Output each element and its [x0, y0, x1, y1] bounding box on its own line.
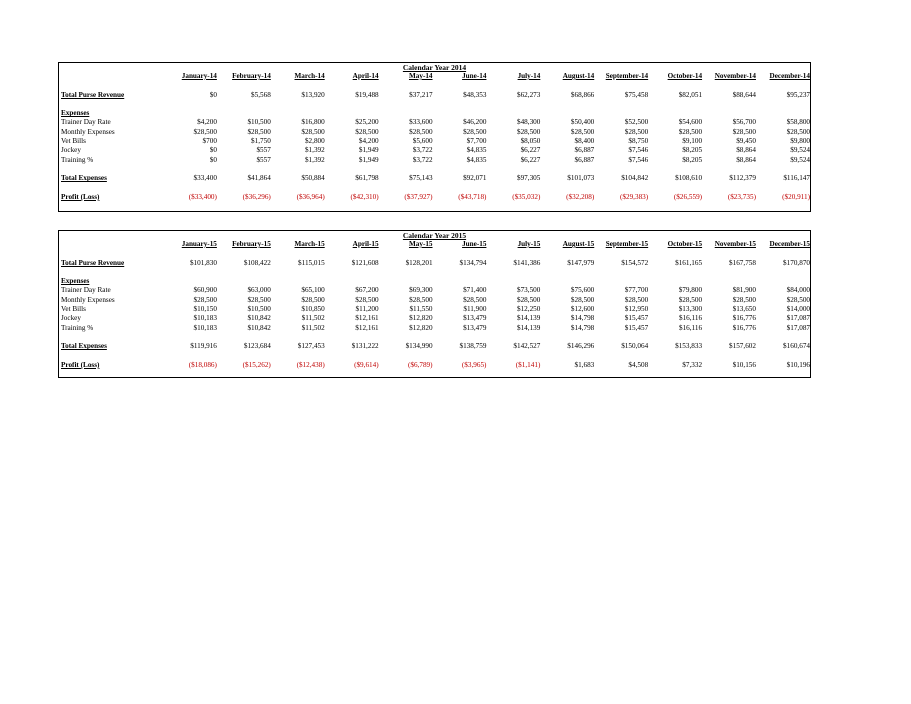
- cell-value: $108,610: [675, 174, 703, 183]
- row-vet-bills: [60, 137, 811, 146]
- cell-value: $28,500: [409, 295, 433, 304]
- cell-value: $75,458: [624, 90, 649, 99]
- cell-value: $6,227: [520, 146, 541, 155]
- cell-value: $28,500: [247, 127, 271, 136]
- cell-value: $8,750: [628, 137, 649, 146]
- row-label: Total Expenses: [61, 342, 107, 351]
- row-training-pct: [60, 324, 811, 333]
- cell-value: $115,015: [298, 258, 325, 267]
- row-label: Total Purse Revenue: [61, 90, 125, 99]
- cell-value: $1,750: [251, 137, 271, 146]
- calendar-year-2015-block: [58, 230, 811, 378]
- cell-value: $138,759: [459, 342, 487, 351]
- cell-value: $161,165: [675, 258, 703, 267]
- cell-value: $28,500: [463, 127, 487, 136]
- cell-value: $84,000: [786, 286, 810, 295]
- cell-value: $69,300: [409, 286, 433, 295]
- empty-cell: [595, 277, 649, 286]
- row-label: Profit (Loss): [61, 360, 100, 369]
- empty-cell: [164, 109, 218, 118]
- empty-cell: [272, 109, 326, 118]
- empty-cell: [434, 109, 488, 118]
- row-expenses-heading: [60, 109, 811, 118]
- cell-value: $77,700: [624, 286, 649, 295]
- cell-value: $7,546: [628, 155, 649, 164]
- cell-value: $16,116: [678, 314, 703, 323]
- row-label: Jockey: [61, 314, 81, 323]
- cell-value: $28,500: [193, 295, 217, 304]
- cell-value: $167,758: [729, 258, 756, 267]
- cell-value: $128,201: [405, 258, 433, 267]
- cell-value: $60,900: [193, 286, 217, 295]
- cell-value: ($42,310): [350, 192, 379, 201]
- cell-value: $1,392: [304, 155, 325, 164]
- row-total-purse-revenue: [60, 91, 811, 100]
- header-spacer: [60, 72, 164, 81]
- row-monthly-expenses: [60, 128, 811, 137]
- cell-value: $123,684: [243, 342, 271, 351]
- cell-value: ($1,141): [515, 360, 541, 369]
- empty-cell: [326, 109, 380, 118]
- cell-value: $48,300: [516, 118, 541, 127]
- cell-value: $28,500: [678, 295, 703, 304]
- cell-value: $101,830: [189, 258, 217, 267]
- cell-value: $15,457: [624, 314, 649, 323]
- cell-value: $10,183: [193, 314, 217, 323]
- cell-value: $28,500: [624, 295, 649, 304]
- spacer-row: [60, 268, 811, 277]
- month-header: March-15: [294, 240, 325, 248]
- row-label: Expenses: [61, 277, 90, 286]
- cell-value: $134,990: [405, 342, 433, 351]
- cell-value: $12,950: [624, 305, 649, 314]
- cell-value: $28,500: [786, 127, 810, 136]
- month-header-row: [60, 240, 811, 249]
- cell-value: ($35,032): [512, 192, 541, 201]
- cell-value: $7,546: [628, 146, 649, 155]
- cell-value: $28,500: [570, 127, 595, 136]
- cell-value: $13,479: [463, 314, 487, 323]
- cell-value: $11,900: [463, 305, 487, 314]
- cell-value: $8,400: [574, 137, 595, 146]
- cell-value: $28,500: [516, 127, 541, 136]
- cell-value: $131,222: [351, 342, 379, 351]
- cell-value: $28,500: [516, 295, 541, 304]
- cell-value: $28,500: [678, 127, 703, 136]
- cell-value: $28,500: [355, 295, 379, 304]
- month-header: December-14: [769, 72, 810, 80]
- cell-value: $10,500: [247, 305, 271, 314]
- calendar-year-2014-block: [58, 62, 811, 212]
- month-header: January-14: [181, 72, 217, 80]
- cell-value: $33,400: [193, 174, 217, 183]
- row-label: Vet Bills: [61, 137, 86, 146]
- cell-value: $146,296: [567, 342, 595, 351]
- cell-value: $17,087: [786, 323, 810, 332]
- spacer-row: [60, 249, 811, 258]
- cell-value: $8,864: [736, 155, 756, 164]
- cell-value: $67,200: [355, 286, 379, 295]
- cell-value: ($29,383): [620, 192, 649, 201]
- empty-cell: [595, 109, 649, 118]
- month-header: June-15: [462, 240, 487, 248]
- empty-cell: [380, 109, 434, 118]
- cell-value: $557: [256, 155, 271, 164]
- cell-value: $3,722: [412, 155, 433, 164]
- cell-value: ($36,964): [296, 192, 325, 201]
- cell-value: $157,602: [729, 342, 756, 351]
- empty-cell: [649, 109, 703, 118]
- month-header: September-15: [605, 240, 649, 248]
- empty-cell: [757, 277, 811, 286]
- cell-value: $121,608: [351, 258, 379, 267]
- cell-value: $9,800: [790, 137, 810, 146]
- cell-value: $11,502: [301, 314, 325, 323]
- cell-value: ($3,965): [461, 360, 487, 369]
- cell-value: $28,500: [301, 127, 325, 136]
- cell-value: $9,100: [682, 137, 703, 146]
- cell-value: $116,147: [783, 174, 810, 183]
- cell-value: $4,200: [197, 118, 217, 127]
- cell-value: $41,864: [247, 174, 271, 183]
- cell-value: $75,600: [570, 286, 595, 295]
- calendar-year-title: Calendar Year 2014: [402, 63, 467, 72]
- row-label: Training %: [61, 323, 94, 332]
- empty-cell: [218, 109, 272, 118]
- cell-value: $71,400: [463, 286, 487, 295]
- cell-value: $37,217: [409, 90, 433, 99]
- month-header: July-15: [517, 240, 541, 248]
- row-profit-loss: [60, 361, 811, 370]
- row-label: Trainer Day Rate: [61, 118, 111, 127]
- cell-value: ($23,735): [727, 192, 756, 201]
- row-jockey: [60, 314, 811, 323]
- cell-value: $0: [209, 155, 217, 164]
- cell-value: $10,500: [247, 118, 271, 127]
- cell-value: $15,457: [624, 323, 649, 332]
- cell-value: $1,949: [358, 146, 379, 155]
- cell-value: $5,600: [412, 137, 433, 146]
- cell-value: $4,835: [466, 155, 487, 164]
- cell-value: $68,866: [570, 90, 595, 99]
- row-vet-bills: [60, 305, 811, 314]
- cell-value: $101,073: [567, 174, 595, 183]
- cell-value: $9,524: [790, 146, 810, 155]
- cell-value: $6,887: [574, 146, 595, 155]
- cell-value: $4,200: [358, 137, 379, 146]
- month-header: April-14: [352, 72, 379, 80]
- cell-value: $63,000: [247, 286, 271, 295]
- cell-value: $62,273: [516, 90, 541, 99]
- row-training-pct: [60, 156, 811, 165]
- cell-value: $14,139: [516, 314, 541, 323]
- month-header: July-14: [517, 72, 541, 80]
- cell-value: $10,183: [193, 323, 217, 332]
- cell-value: $0: [209, 90, 217, 99]
- cell-value: $153,833: [675, 342, 703, 351]
- cell-value: $16,776: [732, 314, 756, 323]
- cell-value: $12,820: [409, 323, 433, 332]
- cell-value: $50,884: [301, 174, 325, 183]
- cell-value: $14,798: [570, 323, 595, 332]
- cell-value: $5,568: [251, 90, 271, 99]
- cell-value: $28,500: [570, 295, 595, 304]
- spacer-row: [60, 333, 811, 342]
- cell-value: $28,500: [732, 127, 756, 136]
- cell-value: $14,139: [516, 323, 541, 332]
- cell-value: $8,864: [736, 146, 756, 155]
- cell-value: $95,237: [786, 90, 810, 99]
- row-total-expenses: [60, 174, 811, 183]
- row-label: Total Expenses: [61, 174, 107, 183]
- cell-value: $52,500: [624, 118, 649, 127]
- header-spacer: [60, 240, 164, 249]
- cell-value: $1,683: [574, 360, 595, 369]
- cell-value: $13,479: [463, 323, 487, 332]
- cell-value: $10,842: [247, 323, 271, 332]
- empty-cell: [487, 109, 541, 118]
- cell-value: ($12,438): [296, 360, 325, 369]
- cell-value: $13,920: [301, 90, 325, 99]
- cell-value: $50,400: [570, 118, 595, 127]
- row-label: Vet Bills: [61, 305, 86, 314]
- month-header: August-14: [562, 72, 595, 80]
- empty-cell: [541, 109, 595, 118]
- cell-value: $28,500: [732, 295, 756, 304]
- empty-cell: [164, 277, 218, 286]
- cell-value: $4,835: [466, 146, 487, 155]
- budget-table-2014: [60, 72, 811, 202]
- cell-value: $700: [202, 137, 217, 146]
- empty-cell: [649, 277, 703, 286]
- empty-cell: [218, 277, 272, 286]
- cell-value: $104,842: [621, 174, 649, 183]
- row-total-expenses: [60, 342, 811, 351]
- month-header: February-15: [232, 240, 271, 248]
- cell-value: $11,200: [355, 305, 379, 314]
- month-header: April-15: [352, 240, 379, 248]
- cell-value: $46,200: [463, 118, 487, 127]
- cell-value: $12,820: [409, 314, 433, 323]
- cell-value: $28,500: [409, 127, 433, 136]
- row-trainer-day-rate: [60, 286, 811, 295]
- cell-value: $28,500: [463, 295, 487, 304]
- cell-value: $14,000: [786, 305, 810, 314]
- cell-value: $6,887: [574, 155, 595, 164]
- cell-value: $13,300: [678, 305, 703, 314]
- cell-value: ($6,789): [407, 360, 433, 369]
- cell-value: $154,572: [621, 258, 649, 267]
- cell-value: $4,508: [628, 360, 649, 369]
- cell-value: ($32,208): [566, 192, 595, 201]
- cell-value: $81,900: [732, 286, 756, 295]
- month-header-row: [60, 72, 811, 81]
- cell-value: ($9,614): [354, 360, 379, 369]
- cell-value: $33,600: [409, 118, 433, 127]
- cell-value: $54,600: [678, 118, 703, 127]
- cell-value: $119,916: [190, 342, 217, 351]
- cell-value: $10,842: [247, 314, 271, 323]
- cell-value: $65,100: [301, 286, 325, 295]
- empty-cell: [757, 109, 811, 118]
- cell-value: $28,500: [786, 295, 810, 304]
- cell-value: $9,524: [790, 155, 810, 164]
- cell-value: ($15,262): [242, 360, 271, 369]
- cell-value: $28,500: [193, 127, 217, 136]
- cell-value: $10,156: [732, 360, 756, 369]
- empty-cell: [326, 277, 380, 286]
- cell-value: $61,798: [355, 174, 379, 183]
- cell-value: $2,800: [304, 137, 325, 146]
- row-profit-loss: [60, 193, 811, 202]
- cell-value: $48,353: [463, 90, 487, 99]
- cell-value: ($43,718): [458, 192, 487, 201]
- cell-value: $28,500: [624, 127, 649, 136]
- cell-value: $147,979: [567, 258, 595, 267]
- cell-value: $160,674: [783, 342, 810, 351]
- cell-value: ($26,559): [673, 192, 703, 201]
- cell-value: ($37,927): [404, 192, 433, 201]
- cell-value: $12,600: [570, 305, 595, 314]
- cell-value: $557: [256, 146, 271, 155]
- cell-value: $112,379: [729, 174, 756, 183]
- cell-value: $142,527: [513, 342, 541, 351]
- cell-value: $8,205: [682, 146, 703, 155]
- spacer-row: [60, 100, 811, 109]
- cell-value: $16,776: [732, 323, 756, 332]
- row-monthly-expenses: [60, 296, 811, 305]
- cell-value: $73,500: [516, 286, 541, 295]
- cell-value: $10,196: [786, 360, 810, 369]
- row-label: Training %: [61, 155, 94, 164]
- cell-value: $0: [209, 146, 217, 155]
- cell-value: $28,500: [301, 295, 325, 304]
- cell-value: $11,550: [409, 305, 433, 314]
- row-label: Monthly Expenses: [61, 127, 115, 136]
- row-expenses-heading: [60, 277, 811, 286]
- cell-value: $141,386: [513, 258, 541, 267]
- month-header: October-14: [667, 72, 703, 80]
- month-header: October-15: [667, 240, 703, 248]
- spacer-row: [60, 81, 811, 90]
- month-header: March-14: [294, 72, 325, 80]
- cell-value: $11,502: [301, 323, 325, 332]
- row-trainer-day-rate: [60, 118, 811, 127]
- empty-cell: [487, 277, 541, 286]
- cell-value: $12,250: [516, 305, 541, 314]
- cell-value: $108,422: [243, 258, 271, 267]
- month-header: December-15: [769, 240, 810, 248]
- row-label: Expenses: [61, 109, 90, 118]
- cell-value: $7,332: [682, 360, 703, 369]
- cell-value: $1,949: [358, 155, 379, 164]
- month-header: January-15: [181, 240, 217, 248]
- month-header: November-14: [714, 72, 756, 80]
- cell-value: $16,800: [301, 118, 325, 127]
- cell-value: $8,050: [520, 137, 541, 146]
- empty-cell: [434, 277, 488, 286]
- row-label: Jockey: [61, 146, 81, 155]
- cell-value: $75,143: [409, 174, 433, 183]
- row-jockey: [60, 146, 811, 155]
- cell-value: $170,870: [783, 258, 810, 267]
- month-header: September-14: [605, 72, 649, 80]
- spacer-row: [60, 184, 811, 193]
- spacer-row: [60, 352, 811, 361]
- cell-value: $92,071: [463, 174, 487, 183]
- cell-value: $58,800: [786, 118, 810, 127]
- cell-value: $8,205: [682, 155, 703, 164]
- cell-value: $97,305: [516, 174, 541, 183]
- cell-value: $13,650: [732, 305, 756, 314]
- spacer-row: [60, 165, 811, 174]
- cell-value: $25,200: [355, 118, 379, 127]
- row-label: Profit (Loss): [61, 192, 100, 201]
- cell-value: ($18,086): [188, 360, 217, 369]
- cell-value: $17,087: [786, 314, 810, 323]
- cell-value: $134,794: [459, 258, 487, 267]
- month-header: June-14: [462, 72, 487, 80]
- cell-value: $82,051: [678, 90, 703, 99]
- budget-table-2015: [60, 240, 811, 370]
- cell-value: $19,488: [355, 90, 379, 99]
- cell-value: ($36,296): [242, 192, 271, 201]
- cell-value: $7,700: [466, 137, 487, 146]
- cell-value: $6,227: [520, 155, 541, 164]
- cell-value: $9,450: [736, 137, 756, 146]
- cell-value: $28,500: [247, 295, 271, 304]
- cell-value: $16,116: [678, 323, 703, 332]
- cell-value: ($20,911): [782, 192, 810, 201]
- empty-cell: [380, 277, 434, 286]
- cell-value: $3,722: [412, 146, 433, 155]
- cell-value: $10,150: [193, 305, 217, 314]
- month-header: February-14: [232, 72, 271, 80]
- cell-value: $14,798: [570, 314, 595, 323]
- month-header: November-15: [714, 240, 756, 248]
- cell-value: $79,800: [678, 286, 703, 295]
- month-header: May-15: [408, 240, 433, 248]
- cell-value: $28,500: [355, 127, 379, 136]
- cell-value: $127,453: [297, 342, 325, 351]
- row-total-purse-revenue: [60, 259, 811, 268]
- cell-value: $150,064: [621, 342, 649, 351]
- row-label: Monthly Expenses: [61, 295, 115, 304]
- cell-value: $12,161: [355, 314, 379, 323]
- row-label: Trainer Day Rate: [61, 286, 111, 295]
- cell-value: $1,392: [304, 146, 325, 155]
- cell-value: ($33,400): [188, 192, 217, 201]
- empty-cell: [541, 277, 595, 286]
- empty-cell: [272, 277, 326, 286]
- empty-cell: [703, 109, 757, 118]
- cell-value: $88,644: [732, 90, 756, 99]
- month-header: May-14: [408, 72, 433, 80]
- calendar-year-title: Calendar Year 2015: [402, 231, 467, 240]
- empty-cell: [703, 277, 757, 286]
- cell-value: $10,850: [301, 305, 325, 314]
- cell-value: $56,700: [732, 118, 756, 127]
- row-label: Total Purse Revenue: [61, 258, 125, 267]
- cell-value: $12,161: [355, 323, 379, 332]
- month-header: August-15: [562, 240, 595, 248]
